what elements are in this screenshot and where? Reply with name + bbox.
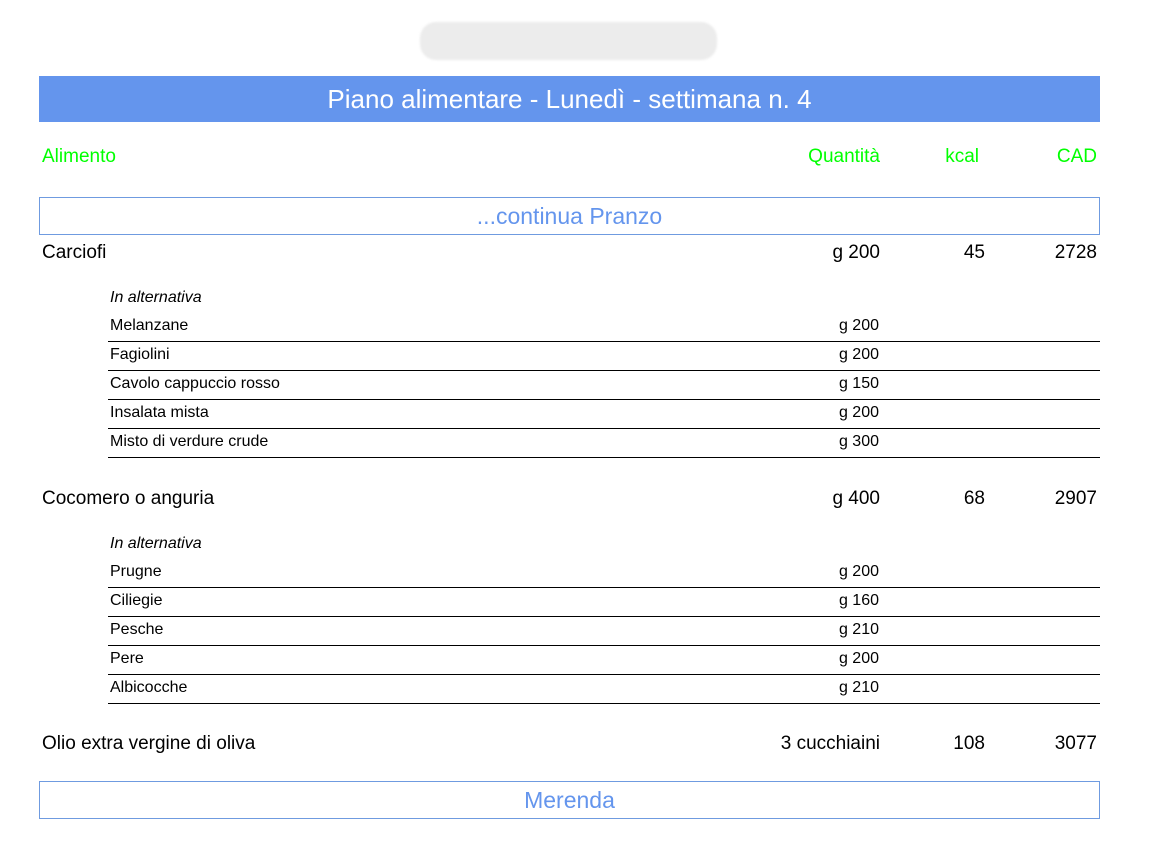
alternative-name: Pere	[110, 650, 144, 667]
column-headers	[0, 146, 1161, 174]
alternative-qty: g 200	[838, 650, 879, 667]
alternative-qty: g 200	[838, 563, 879, 580]
alternative-label: In alternativa	[110, 289, 202, 306]
alternative-qty: g 210	[838, 679, 879, 696]
redacted-header	[420, 22, 717, 60]
alternative-qty: g 200	[838, 404, 879, 421]
alternative-row	[108, 371, 1100, 400]
header-cad: CAD	[1056, 146, 1097, 167]
alternative-qty: g 160	[838, 592, 879, 609]
food-kcal: 45	[963, 242, 985, 263]
alternative-name: Insalata mista	[110, 404, 209, 421]
header-kcal: kcal	[945, 146, 979, 167]
alternative-row	[108, 588, 1100, 617]
food-kcal: 108	[953, 733, 985, 754]
alternative-name: Prugne	[110, 563, 162, 580]
alternative-name: Melanzane	[110, 317, 189, 334]
page-title: Piano alimentare - Lunedì - settimana n. 4	[39, 76, 1100, 122]
alternative-row	[108, 313, 1100, 342]
alternative-row	[108, 675, 1100, 704]
food-qty: 3 cucchiaini	[780, 733, 880, 754]
alternative-row	[108, 342, 1100, 371]
food-cad: 2907	[1054, 488, 1097, 509]
alternative-qty: g 150	[838, 375, 879, 392]
food-cad: 3077	[1054, 733, 1097, 754]
food-row	[0, 733, 1161, 761]
alternative-name: Albicocche	[110, 679, 188, 696]
alternative-qty: g 200	[838, 346, 879, 363]
header-alimento: Alimento	[42, 146, 116, 167]
alternative-name: Fagiolini	[110, 346, 170, 363]
alternative-row	[108, 646, 1100, 675]
section-merenda: Merenda	[39, 781, 1100, 819]
header-quantita: Quantità	[808, 146, 880, 167]
alternative-row	[108, 559, 1100, 588]
food-name: Olio extra vergine di oliva	[42, 733, 256, 754]
alternative-name: Ciliegie	[110, 592, 163, 609]
section-continua-pranzo: ...continua Pranzo	[39, 197, 1100, 235]
food-qty: g 400	[832, 488, 880, 509]
food-cad: 2728	[1054, 242, 1097, 263]
food-row	[0, 488, 1161, 516]
alternative-qty: g 200	[838, 317, 879, 334]
alternative-qty: g 210	[838, 621, 879, 638]
alternative-row	[108, 400, 1100, 429]
food-kcal: 68	[963, 488, 985, 509]
food-name: Cocomero o anguria	[42, 488, 215, 509]
food-qty: g 200	[832, 242, 880, 263]
food-name: Carciofi	[42, 242, 107, 263]
alternative-qty: g 300	[838, 433, 879, 450]
alternative-name: Cavolo cappuccio rosso	[110, 375, 280, 392]
alternative-row	[108, 617, 1100, 646]
food-row	[0, 242, 1161, 270]
alternative-label: In alternativa	[110, 535, 202, 552]
alternative-name: Misto di verdure crude	[110, 433, 269, 450]
alternative-row	[108, 429, 1100, 458]
alternative-name: Pesche	[110, 621, 164, 638]
